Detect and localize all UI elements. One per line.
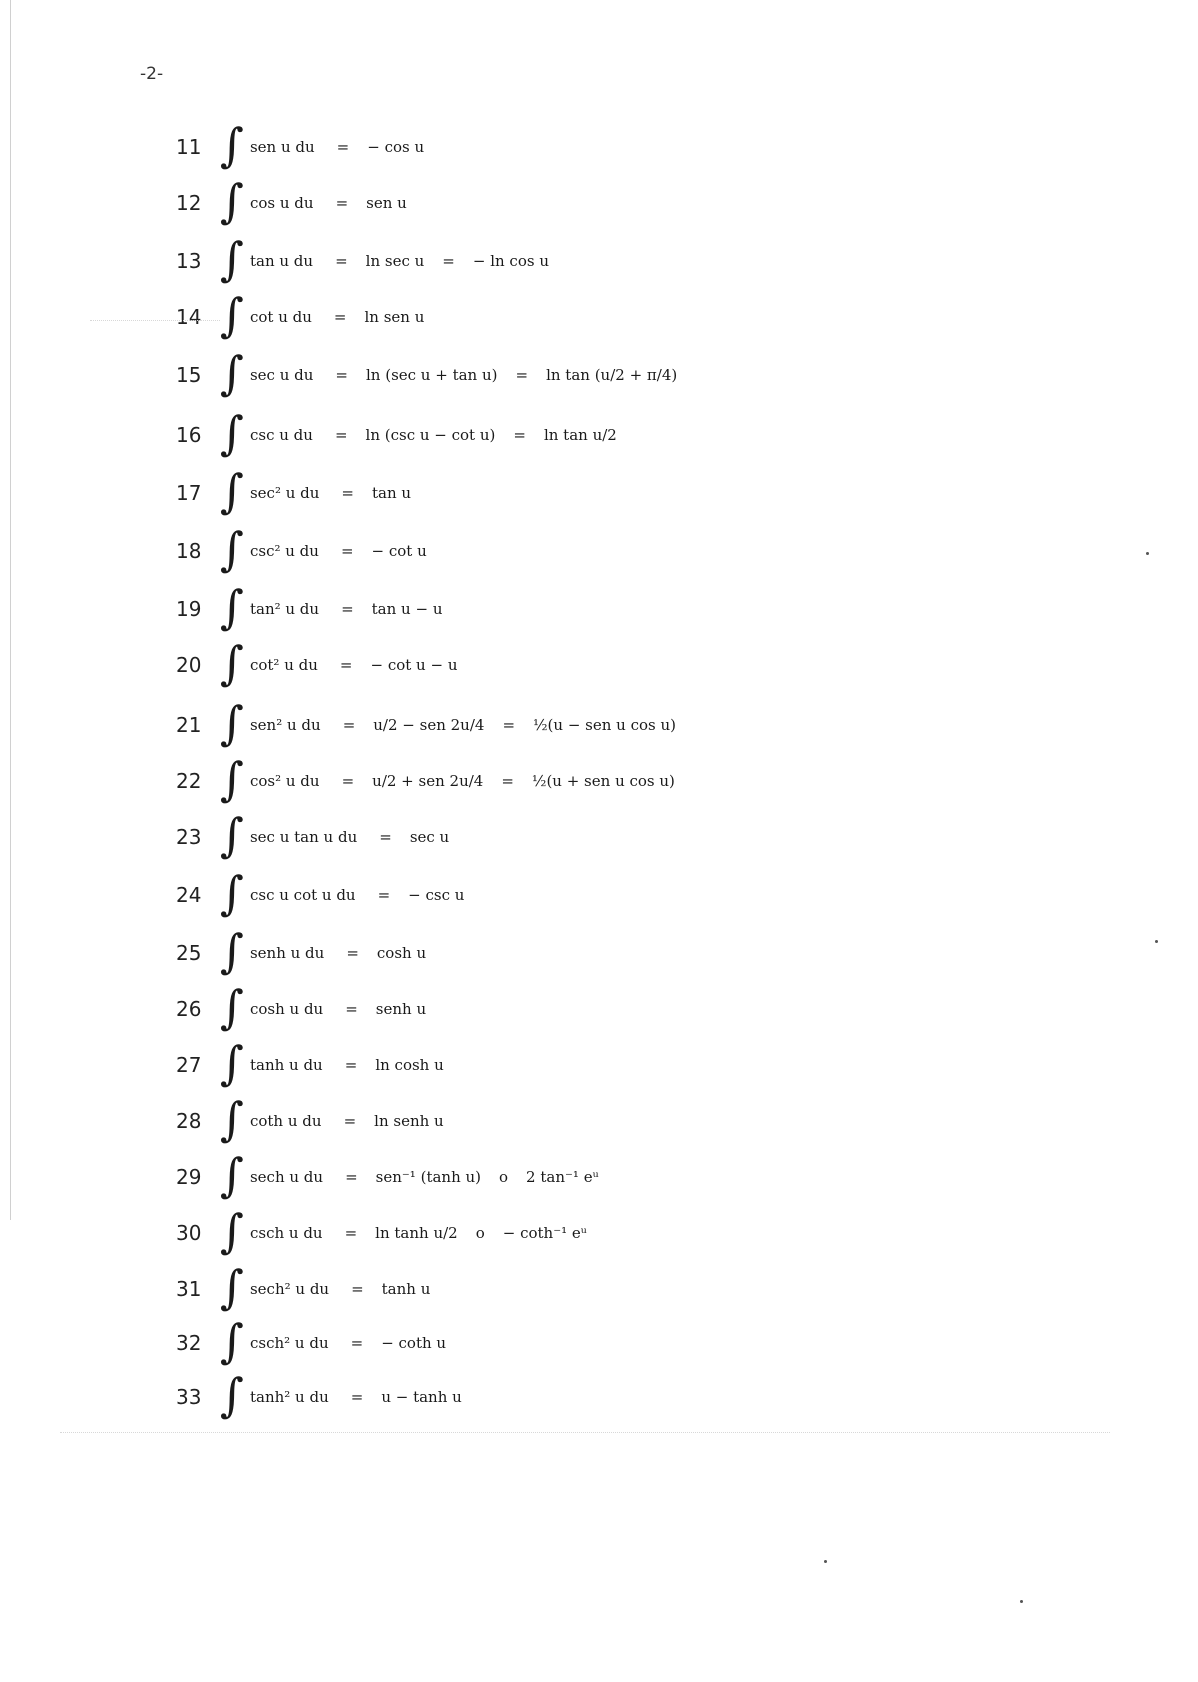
integrand: tanh² u du: [249, 1388, 329, 1406]
scan-speck: [1155, 940, 1158, 943]
result-expression: − coth u: [381, 1334, 447, 1352]
scan-speck: [1146, 552, 1149, 555]
formula-row: [176, 464, 429, 518]
result-expression: ½(u − sen u cos u): [533, 716, 677, 734]
formula-number: 26: [176, 997, 202, 1021]
equals-sign: =: [334, 426, 348, 444]
formula-number: 15: [176, 363, 202, 387]
result-expression: − csc u: [408, 886, 465, 904]
equals-sign: =: [336, 138, 350, 156]
equals-sign: =: [335, 366, 348, 384]
formula-row: [176, 636, 475, 690]
equals-sign: =: [513, 426, 526, 444]
result-expression: ln sec u: [365, 252, 425, 270]
formula-number: 30: [176, 1221, 202, 1245]
equals-sign: =: [515, 366, 529, 384]
integrand: cos u du: [249, 194, 314, 212]
integrand: csc² u du: [249, 542, 319, 560]
formula-number: 25: [176, 941, 202, 965]
formula-row: [176, 752, 693, 806]
formula-row: [176, 696, 694, 750]
equals-sign: =: [344, 1224, 358, 1242]
integrand: cot² u du: [249, 656, 318, 674]
result-expression: sen u: [366, 194, 407, 212]
formula-number: 16: [176, 423, 202, 447]
equals-sign: =: [379, 828, 392, 846]
integral-sign-icon: ∫: [220, 1092, 244, 1146]
formula-number: 12: [176, 191, 202, 215]
integrand: tanh u du: [249, 1056, 323, 1074]
equals-sign: =: [335, 252, 348, 270]
integral-sign-icon: ∫: [220, 118, 244, 172]
formula-row: [176, 924, 444, 978]
integral-sign-icon: ∫: [220, 232, 244, 286]
integral-sign-icon: ∫: [220, 696, 244, 750]
formula-number: 21: [176, 713, 202, 737]
formula-row: [176, 1148, 617, 1202]
formula-number: 23: [176, 825, 202, 849]
formula-row: [176, 522, 445, 576]
scan-artifact: [60, 1432, 1110, 1433]
page-number: -2-: [140, 64, 164, 84]
equals-sign: =: [350, 1388, 364, 1406]
integrand: tan u du: [249, 252, 314, 270]
result-expression: 2 tan⁻¹ eᵘ: [526, 1168, 599, 1186]
formula-number: 11: [176, 135, 202, 159]
or-separator: o: [499, 1168, 509, 1186]
result-expression: sen⁻¹ (tanh u): [375, 1168, 482, 1186]
equals-sign: =: [502, 716, 516, 734]
integral-sign-icon: ∫: [220, 406, 244, 460]
integrand: csch u du: [249, 1224, 323, 1242]
result-expression: ln (csc u − cot u): [365, 426, 496, 444]
equals-sign: =: [340, 542, 354, 560]
result-expression: − cos u: [367, 138, 425, 156]
integrand: sech u du: [249, 1168, 324, 1186]
integral-sign-icon: ∫: [220, 980, 244, 1034]
integrand: sen² u du: [249, 716, 321, 734]
integral-sign-icon: ∫: [220, 346, 244, 400]
integrand: csc u cot u du: [249, 886, 356, 904]
result-expression: ln senh u: [374, 1112, 444, 1130]
formula-number: 13: [176, 249, 202, 273]
formula-number: 24: [176, 883, 202, 907]
result-expression: − cot u: [371, 542, 427, 560]
equals-sign: =: [345, 1000, 358, 1018]
result-expression: tan u: [372, 484, 412, 502]
result-expression: u − tanh u: [381, 1388, 462, 1406]
equals-sign: =: [343, 1112, 357, 1130]
equals-sign: =: [342, 716, 356, 734]
formula-number: 22: [176, 769, 202, 793]
formula-row: [176, 174, 425, 228]
result-expression: − cot u − u: [370, 656, 458, 674]
formula-row: [176, 1260, 448, 1314]
result-expression: ln sen u: [364, 308, 425, 326]
integral-sign-icon: ∫: [220, 288, 244, 342]
equals-sign: =: [351, 1280, 364, 1298]
formula-number: 20: [176, 653, 202, 677]
integrand: cot u du: [249, 308, 312, 326]
equals-sign: =: [335, 194, 349, 212]
result-expression: tanh u: [381, 1280, 431, 1298]
formula-row: [176, 118, 442, 172]
formula-row: [176, 866, 482, 920]
equals-sign: =: [339, 656, 353, 674]
scan-artifact: [90, 320, 220, 321]
formula-number: 19: [176, 597, 202, 621]
equals-sign: =: [501, 772, 514, 790]
integrand: sen u du: [249, 138, 315, 156]
integral-sign-icon: ∫: [220, 866, 244, 920]
integral-sign-icon: ∫: [220, 636, 244, 690]
formula-row: [176, 288, 442, 342]
formula-row: [176, 808, 467, 862]
integrand: cosh u du: [249, 1000, 324, 1018]
equals-sign: =: [341, 772, 355, 790]
equals-sign: =: [341, 600, 354, 618]
result-expression: ½(u + sen u cos u): [531, 772, 675, 790]
or-separator: o: [475, 1224, 485, 1242]
result-expression: ln tanh u/2: [375, 1224, 458, 1242]
integral-sign-icon: ∫: [220, 464, 244, 518]
integrand: csch² u du: [249, 1334, 329, 1352]
integral-sign-icon: ∫: [220, 808, 244, 862]
formula-row: [176, 980, 444, 1034]
integral-sign-icon: ∫: [220, 580, 244, 634]
equals-sign: =: [341, 484, 354, 502]
formula-number: 27: [176, 1053, 202, 1077]
scan-speck: [1020, 1600, 1023, 1603]
formula-row: [176, 1092, 462, 1146]
integrand: senh u du: [249, 944, 325, 962]
equals-sign: =: [346, 944, 359, 962]
formula-row: [176, 1204, 605, 1258]
formula-row: [176, 1036, 462, 1090]
integrand: sec u du: [249, 366, 314, 384]
equals-sign: =: [377, 886, 391, 904]
equals-sign: =: [350, 1334, 364, 1352]
integrand: sec² u du: [249, 484, 320, 502]
result-expression: − ln cos u: [472, 252, 549, 270]
result-expression: u/2 − sen 2u/4: [373, 716, 485, 734]
formula-number: 29: [176, 1165, 202, 1189]
integral-sign-icon: ∫: [220, 1148, 244, 1202]
result-expression: − coth⁻¹ eᵘ: [502, 1224, 587, 1242]
formula-row: [176, 232, 567, 286]
equals-sign: =: [344, 1056, 358, 1074]
integral-sign-icon: ∫: [220, 1368, 244, 1422]
result-expression: ln (sec u + tan u): [365, 366, 498, 384]
formula-row: [176, 580, 460, 634]
integrand: sech² u du: [249, 1280, 330, 1298]
integral-sign-icon: ∫: [220, 1260, 244, 1314]
result-expression: u/2 + sen 2u/4: [372, 772, 484, 790]
result-expression: cosh u: [376, 944, 427, 962]
formula-row: [176, 346, 695, 400]
formula-number: 28: [176, 1109, 202, 1133]
left-margin-rule: [10, 0, 11, 1220]
integral-sign-icon: ∫: [220, 924, 244, 978]
equals-sign: =: [442, 252, 455, 270]
result-expression: ln tan u/2: [543, 426, 617, 444]
integrand: sec u tan u du: [249, 828, 358, 846]
integrand: coth u du: [249, 1112, 322, 1130]
formula-number: 33: [176, 1385, 202, 1409]
integral-sign-icon: ∫: [220, 522, 244, 576]
result-expression: tan u − u: [371, 600, 443, 618]
result-expression: sec u: [409, 828, 450, 846]
integrand: cos² u du: [249, 772, 320, 790]
equals-sign: =: [333, 308, 347, 326]
equals-sign: =: [345, 1168, 358, 1186]
integral-sign-icon: ∫: [220, 1204, 244, 1258]
formula-row: [176, 1368, 480, 1422]
integral-sign-icon: ∫: [220, 1314, 244, 1368]
result-expression: ln tan (u/2 + π/4): [546, 366, 678, 384]
formula-row: [176, 406, 635, 460]
formula-number: 18: [176, 539, 202, 563]
result-expression: senh u: [375, 1000, 427, 1018]
integral-sign-icon: ∫: [220, 752, 244, 806]
integrand: tan² u du: [249, 600, 320, 618]
integral-sign-icon: ∫: [220, 1036, 244, 1090]
formula-row: [176, 1314, 464, 1368]
result-expression: ln cosh u: [375, 1056, 444, 1074]
formula-number: 17: [176, 481, 202, 505]
integrand: csc u du: [249, 426, 313, 444]
formula-number: 14: [176, 305, 202, 329]
scan-speck: [824, 1560, 827, 1563]
integral-sign-icon: ∫: [220, 174, 244, 228]
formula-number: 32: [176, 1331, 202, 1355]
formula-number: 31: [176, 1277, 202, 1301]
